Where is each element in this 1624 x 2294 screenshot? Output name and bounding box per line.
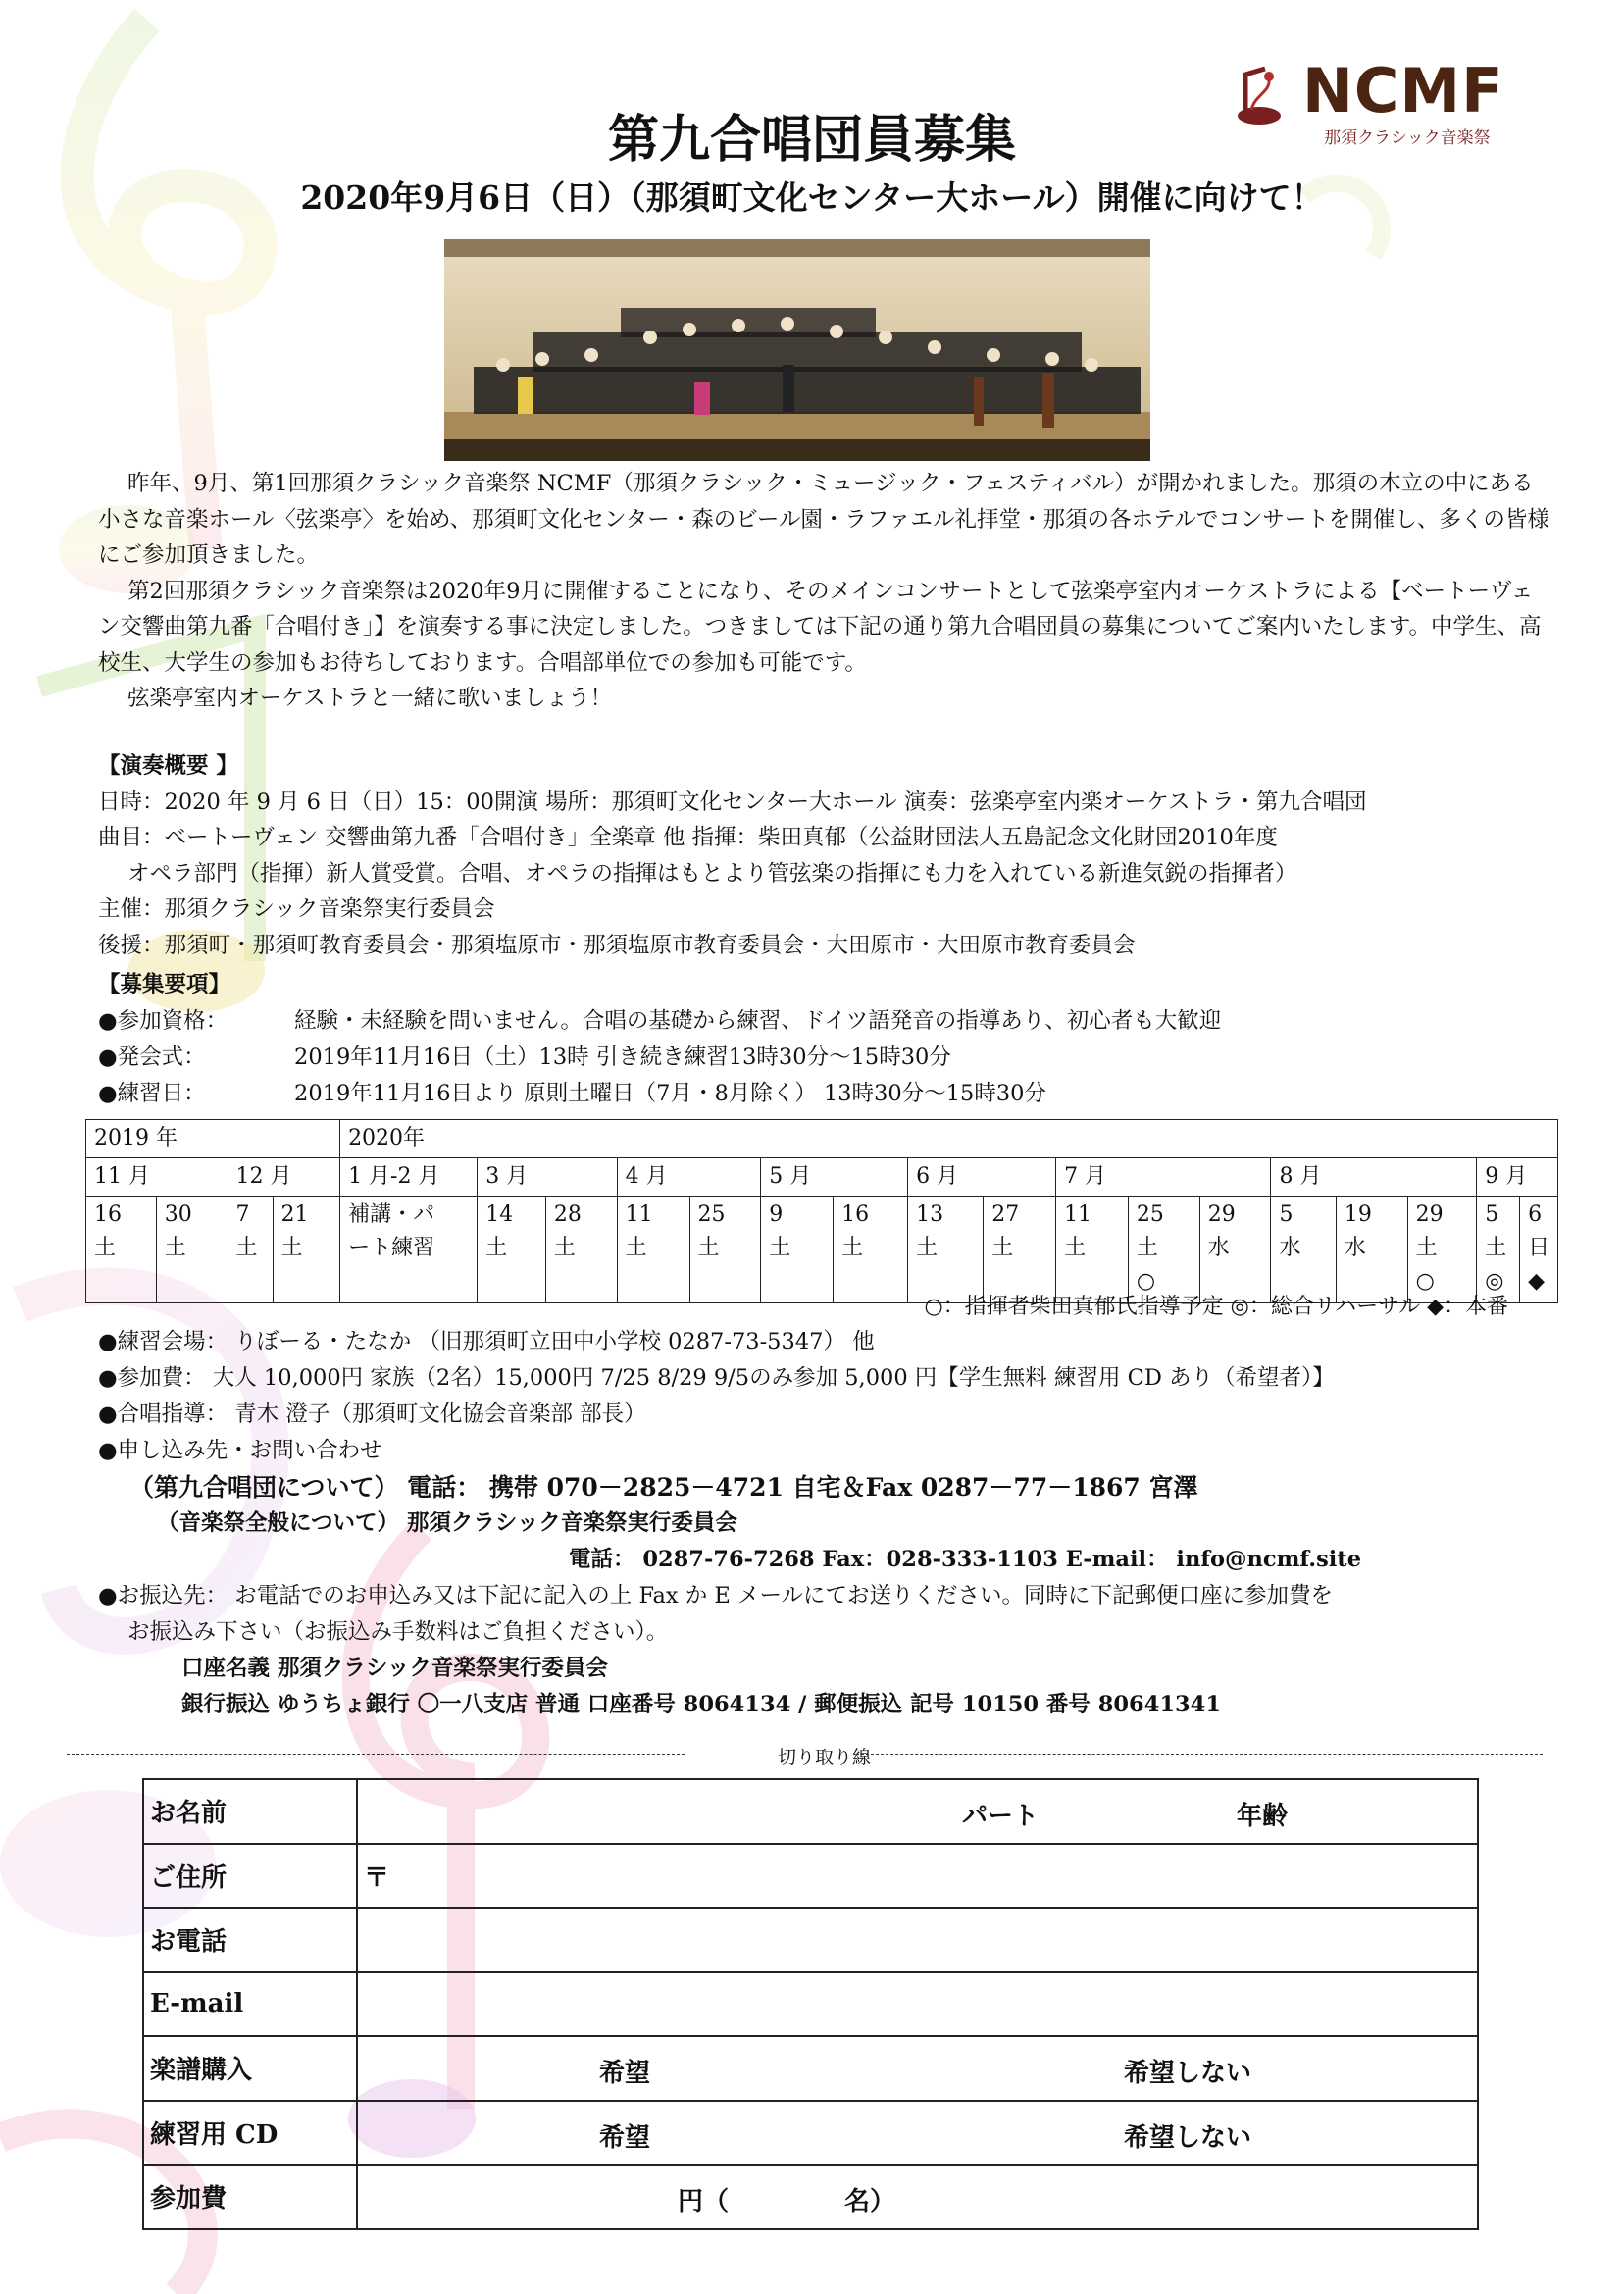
schedule-legend: ○：指揮者柴田真郁氏指導予定 ◎：総合リハーサル ◆：本番 [924, 1295, 1508, 1319]
schedule-date-cell: 13 土 [908, 1197, 984, 1303]
schedule-date-cell: 29 土 ○ [1407, 1197, 1477, 1303]
requirement-practice-days: ●練習日： 2019年11月16日より 原則土曜日（7月・8月除く） 13時30分～15時30分 [98, 1081, 1046, 1106]
form-field-email[interactable] [357, 1972, 1478, 2037]
overview-conductor: オペラ部門（指揮）新人賞受賞。合唱、オペラの指揮はもとより管弦楽の指揮にも力を入れている新進気鋭の指揮者） [127, 860, 1297, 887]
transfer-info: ●お振込先： お電話でのお申込み又は下記に記入の上 Fax か E メールにてお送りください。同時に下記郵便口座に参加費を [98, 1583, 1334, 1608]
schedule-date-cell: 19 水 [1336, 1197, 1407, 1303]
form-row-phone [143, 1908, 1478, 1972]
form-label-part: パート [962, 1802, 1040, 1832]
month-jan-feb: 1 月-2 月 [340, 1158, 478, 1197]
option-want[interactable]: 希望 [599, 2059, 651, 2089]
form-label-phone: お電話 [143, 1908, 357, 1972]
practice-schedule-table [85, 1119, 1558, 1303]
contact-festival-tel: 電話： 0287-76-7268 Fax：028-333-1103 E-mail： info@ncmf.site [569, 1547, 1362, 1572]
month-jun: 6 月 [908, 1158, 1056, 1197]
account-name: 口座名義 那須クラシック音楽祭実行委員会 [181, 1656, 608, 1681]
schedule-month-row [86, 1158, 1558, 1197]
form-label-score: 楽譜購入 [143, 2036, 357, 2101]
schedule-date-cell: 16 土 [834, 1197, 908, 1303]
schedule-date-cell: 29 水 [1199, 1197, 1271, 1303]
requirements-heading: 【募集要項】 [98, 972, 231, 997]
form-label-address: ご住所 [143, 1844, 357, 1909]
schedule-date-cell: 補講・パ ート練習 [340, 1197, 478, 1303]
form-label-name: お名前 [143, 1779, 357, 1844]
recruitment-requirements [98, 967, 1569, 1112]
cut-line [67, 1745, 1544, 1768]
schedule-date-row [86, 1197, 1558, 1303]
form-row-email [143, 1972, 1478, 2037]
option-not-want[interactable]: 希望しない [1124, 2122, 1252, 2153]
info-section [98, 1324, 1569, 1723]
schedule-date-cell: 6 日 ◆ [1520, 1197, 1558, 1303]
logo-subtitle: 那須クラシック音楽祭 [1324, 128, 1491, 148]
schedule-date-cell: 25 土 [689, 1197, 761, 1303]
form-row-cd [143, 2101, 1478, 2166]
contact-heading: ●申し込み先・お問い合わせ [98, 1438, 382, 1463]
requirement-kickoff: ●発会式： 2019年11月16日（土）13時 引き続き練習13時30分～15時30分 [98, 1045, 951, 1070]
intro-paragraph: 昨年、9月、第1回那須クラシック音楽祭 NCMF（那須クラシック・ミュージック・フェスティバル）が開かれました。那須の木立の中にある小さな音楽ホール〈弦楽亭〉を始め、那須町文化センター・森のビール園・ラファエル礼拝堂・那須の各ホテルでコンサートを開催し、多くの皆様にご参加頂きました。 [98, 471, 1549, 568]
month-nov: 11 月 [86, 1158, 228, 1197]
account-bank: 銀行振込 ゆうちょ銀行 〇一八支店 普通 口座番号 8064134 / 郵便振込 記号 10150 番号 80641341 [181, 1692, 1221, 1717]
intro-text [98, 466, 1549, 717]
performance-overview [98, 748, 1569, 963]
requirement-eligibility: ●参加資格： 経験・未経験を問いません。合唱の基礎から練習、ドイツ語発音の指導あり、初心者も大歓迎 [98, 1008, 1222, 1034]
page-title: 第九合唱団員募集 [607, 111, 1016, 170]
form-field-cd[interactable] [357, 2101, 1478, 2166]
year-2020: 2020年 [340, 1120, 1558, 1158]
fee-persons: 名） [844, 2187, 896, 2218]
schedule-date-cell: 27 土 [984, 1197, 1056, 1303]
schedule-date-cell: 5 水 [1271, 1197, 1336, 1303]
form-field-phone[interactable] [357, 1908, 1478, 1972]
schedule-date-cell: 11 土 [1056, 1197, 1129, 1303]
cut-line-label: 切り取り線 [778, 1747, 872, 1768]
month-mar: 3 月 [478, 1158, 617, 1197]
year-2019: 2019 年 [86, 1120, 340, 1158]
month-dec: 12 月 [228, 1158, 340, 1197]
form-field-fee[interactable] [357, 2165, 1478, 2229]
form-label-email: E-mail [143, 1972, 357, 2037]
intro-paragraph: 第2回那須クラシック音楽祭は2020年9月に開催することになり、そのメインコンサートとして弦楽亭室内オーケストラによる【ベートーヴェン交響曲第九番「合唱付き」】を演奏する事に決定しました。つきましては下記の通り第九合唱団員の募集についてご案内いたします。中学生、高校生、大学生の参加もお待ちしております。合唱部単位での参加も可能です。 [98, 578, 1542, 676]
schedule-date-cell: 7 土 [228, 1197, 273, 1303]
schedule-date-cell: 25 土 ○ [1128, 1197, 1199, 1303]
schedule-date-cell: 11 土 [617, 1197, 689, 1303]
overview-program: 曲目：ベートーヴェン 交響曲第九番「合唱付き」全楽章 他 指揮：柴田真郁（公益財団法人五島記念文化財団2010年度 [98, 825, 1278, 850]
overview-datetime: 日時：2020 年 9 月 6 日（日）15：00開演 場所：那須町文化センター大ホール 演奏：弦楽亭室内楽オーケストラ・第九合唱団 [98, 789, 1367, 815]
schedule-date-cell: 14 土 [478, 1197, 546, 1303]
month-aug: 8 月 [1271, 1158, 1477, 1197]
option-want[interactable]: 希望 [599, 2122, 651, 2153]
month-sep: 9 月 [1477, 1158, 1558, 1197]
form-row-address [143, 1844, 1478, 1909]
schedule-date-cell: 5 土 ◎ [1477, 1197, 1520, 1303]
logo-brand: NCMF [1302, 55, 1504, 127]
form-label-cd: 練習用 CD [143, 2101, 357, 2166]
contact-choir: （第九合唱団について） 電話： 携帯 070－2825－4721 自宅＆Fax 0287－77－1867 宮澤 [129, 1473, 1198, 1502]
overview-sponsors: 後援：那須町・那須町教育委員会・那須塩原市・那須塩原市教育委員会・大田原市・大田原市教育委員会 [98, 932, 1136, 958]
contact-festival: （音楽祭全般について） 那須クラシック音楽祭実行委員会 [157, 1510, 737, 1536]
application-form [142, 1778, 1479, 2230]
form-row-name [143, 1779, 1478, 1844]
schedule-year-row [86, 1120, 1558, 1158]
schedule-date-cell: 30 土 [156, 1197, 228, 1303]
schedule-date-cell: 28 土 [545, 1197, 617, 1303]
participation-fee: ●参加費： 大人 10,000円 家族（2名）15,000円 7/25 8/29 9/5のみ参加 5,000 円【学生無料 練習用 CD あり（希望者）】 [98, 1365, 1335, 1391]
schedule-date-cell: 21 土 [273, 1197, 340, 1303]
form-label-age: 年齢 [1237, 1802, 1289, 1832]
form-field-address[interactable] [357, 1844, 1478, 1909]
intro-paragraph: 弦楽亭室内オーケストラと一緒に歌いましょう！ [127, 686, 613, 711]
schedule-date-cell: 16 土 [86, 1197, 157, 1303]
schedule-date-cell: 9 土 [761, 1197, 834, 1303]
transfer-info-cont: お振込み下さい（お振込み手数料はご負担ください）。 [127, 1619, 669, 1645]
fee-yen: 円（ [678, 2187, 730, 2218]
choral-director: ●合唱指導： 青木 澄子（那須町文化協会音楽部 部長） [98, 1402, 646, 1427]
postal-mark: 〒 [364, 1862, 390, 1893]
form-row-score [143, 2036, 1478, 2101]
form-label-fee: 参加費 [143, 2165, 357, 2229]
practice-venue: ●練習会場： りぼーる・たなか （旧那須町立田中小学校 0287-73-5347） 他 [98, 1329, 875, 1354]
form-field-score[interactable] [357, 2036, 1478, 2101]
month-apr: 4 月 [617, 1158, 761, 1197]
page-subtitle: 2020年9月6日（日）（那須町文化センター大ホール）開催に向けて！ [300, 178, 1324, 217]
overview-heading: 【演奏概要 】 [98, 753, 238, 779]
form-field-name[interactable] [357, 1779, 1478, 1844]
form-row-fee [143, 2165, 1478, 2229]
month-may: 5 月 [761, 1158, 908, 1197]
orchestra-concert-photo [444, 239, 1150, 461]
option-not-want[interactable]: 希望しない [1124, 2059, 1252, 2089]
month-jul: 7 月 [1056, 1158, 1271, 1197]
overview-organizer: 主催：那須クラシック音楽祭実行委員会 [98, 896, 495, 922]
